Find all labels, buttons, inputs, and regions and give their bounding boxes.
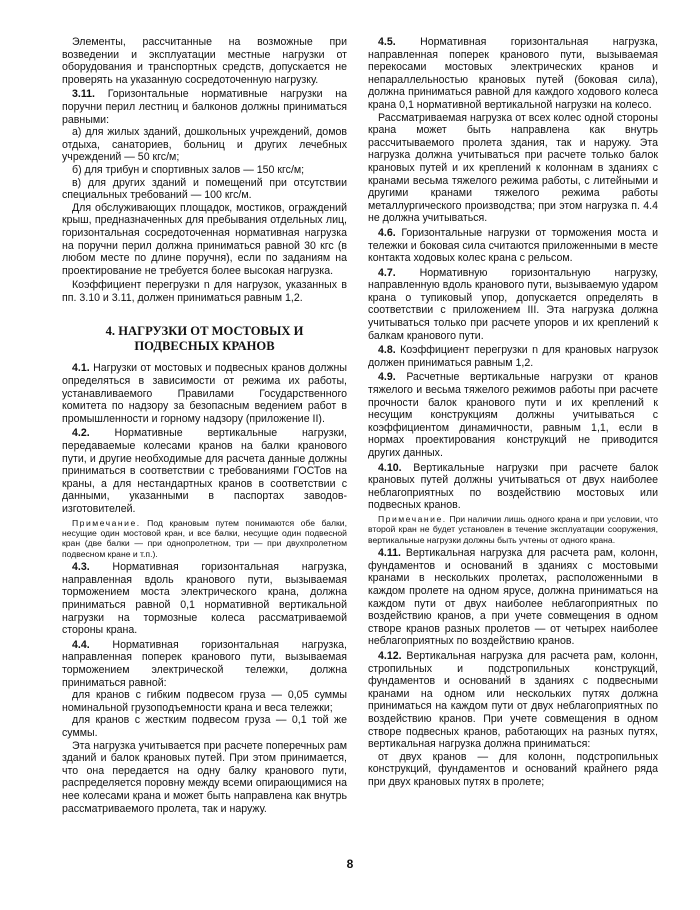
clause-number: 4.1. <box>72 362 90 375</box>
paragraph-text: Нормативную горизонтальную нагрузку, направленную вдоль кранового пути, вызываемую ударом крана о тупиковый упор, допускается определять в соответствии с приложением III. Эта нагрузка должна учитываться только при расчете упоров и их креплений к балкам кранового пути. <box>368 266 658 342</box>
paragraph-4-6 <box>368 227 658 265</box>
paragraph-3-11 <box>62 88 347 126</box>
clause-number: 4.4. <box>72 638 90 651</box>
clause-number: 4.12. <box>378 649 402 662</box>
paragraph-intro: Элементы, рассчитанные на возможные при возведении и эксплуатации местные нагрузки от оборудования и транспортных средств, допускается не проверять на указанную сосредоточенную нагрузку. <box>62 36 347 86</box>
paragraph-4-5 <box>368 36 658 112</box>
clause-number: 4.2. <box>72 427 90 440</box>
paragraph-text: Вертикальные нагрузки при расчете балок крановых путей должны учитываться от двух наиболее неблагоприятных по воздействию мостовых или подвесных кранов. <box>368 461 658 512</box>
paragraph-4-11 <box>368 547 658 648</box>
clause-number: 4.8. <box>378 344 396 357</box>
paragraph-text: Нормативная горизонтальная нагрузка, направленная поперек кранового пути, вызываемая торможением электрической тележки, должна приниматься равной: <box>62 638 347 689</box>
paragraph-4-5-continued: Рассматриваемая нагрузка от всех колес одной стороны крана может быть направлена как внутрь рассчитываемого пролета здания, так и наружу. Эта нагрузка должна учитываться при расчете только балок крановых путей и их креплений к колоннам в зданиях с кранами весьма тяжелого режима работы, с литейными и другими кранами тяжелого режима работы металлургического производства; при этом нагрузка п. 4.4 не должна учитываться. <box>368 111 658 225</box>
list-item-c: в) для других зданий и помещений при отсутствии специальных требований — 100 кгс/м. <box>62 176 347 202</box>
paragraph-text: Расчетные вертикальные нагрузки от кранов тяжелого и весьма тяжелого режимов работы при расчете прочности балок кранового пути и их креплений к несущим конструкциям должны учитываться с коэффициентом динамичности, равным 1,1, если в нормах проектирования конструкций не приводится других данных. <box>368 371 658 459</box>
paragraph-4-4-flexible: для кранов с гибким подвесом груза — 0,05 суммы номинальной грузоподъемности крана и веса тележки; <box>62 689 347 714</box>
paragraph-text: Нагрузки от мостовых и подвесных кранов должны определяться в зависимости от режима их работы, устанавливаемого Правилами Государственного комитета по надзору за безопасным ведением работ в промышленности и горному надзору (приложение II). <box>62 362 347 425</box>
paragraph-text: Коэффициент перегрузки n для крановых нагрузок должен приниматься равным 1,2. <box>368 344 659 369</box>
paragraph-text: Горизонтальные нагрузки от торможения моста и тележки и боковая сила считаются приложенными в месте контакта ходовых колес крана с рельсом. <box>368 226 658 265</box>
note-4-2 <box>62 518 347 560</box>
paragraph-4-7 <box>368 267 658 343</box>
note-label: Примечание. <box>378 513 447 524</box>
paragraph-4-4-rigid: для кранов с жестким подвесом груза — 0,1 той же суммы. <box>62 714 347 739</box>
clause-number: 4.10. <box>378 461 402 474</box>
paragraph-4-10 <box>368 462 658 512</box>
paragraph-4-1 <box>62 362 347 425</box>
paragraph-text: Горизонтальные нормативные нагрузки на поручни перил лестниц и балконов должны приниматься равными: <box>62 88 347 126</box>
page-number: 8 <box>346 857 354 871</box>
note-text: Под крановым путем понимаются обе балки, несущие один мостовой кран, и все балки, несущие один подвесной кран (две балки — при однопролетном, три — при двухпролетном подвесном кране и т.п.). <box>62 517 347 559</box>
clause-number: 4.7. <box>378 266 396 279</box>
note-4-10 <box>368 514 658 545</box>
paragraph-4-2 <box>62 427 347 515</box>
paragraph-4-12 <box>368 650 658 751</box>
list-item-a: а) для жилых зданий, дошкольных учреждений, домов отдыха, санаториев, больниц и других лечебных учреждений — 50 кгс/м; <box>62 126 347 164</box>
paragraph-4-3 <box>62 561 347 637</box>
section-heading: 4. НАГРУЗКИ ОТ МОСТОВЫХ И ПОДВЕСНЫХ КРАНОВ <box>105 324 304 353</box>
clause-number: 4.5. <box>378 36 396 48</box>
list-item-b: б) для трибун и спортивных залов — 150 кгс/м; <box>72 163 305 176</box>
paragraph-text: Вертикальная нагрузка для расчета рам, колонн, стропильных и подстропильных конструкций, фундаментов и оснований в зданиях с подвесными кранами на одном или нескольких путях должна приниматься на каждом пути от двух неблагоприятных по воздействию кранов. При учете совмещения в одном створе подвесных кранов, работающих на разных путях, вертикальная нагрузка должна приниматься: <box>368 649 658 751</box>
paragraph-4-12-two-cranes: от двух кранов — для колонн, подстропильных конструкций, фундаментов и оснований крайнего ряда при двух крановых путях в пролете; <box>368 750 658 788</box>
paragraph-text: Вертикальная нагрузка для расчета рам, колонн, фундаментов и оснований в зданиях с мостовыми кранами в нескольких пролетах, расположенными в каждом пролете на одном ярусе, должна приниматься на каждом пути от двух наиболее неблагоприятных по воздействию кранов, а при учете совмещения в одном створе кранов разных пролетов — от четырех наиболее неблагоприятных по воздействию кранов. <box>368 547 658 648</box>
paragraph-4-8 <box>368 344 658 369</box>
paragraph-overload-factor: Коэффициент перегрузки n для нагрузок, указанных в пп. 3.10 и 3.11, должен приниматься равным 1,2. <box>62 279 347 304</box>
paragraph-4-4-usage: Эта нагрузка учитывается при расчете поперечных рам зданий и балок крановых путей. При этом принимается, что она передается на одну балку кранового пути, распределяется поровну между всеми опирающимися на нее колесами крана и может быть направлена как внутрь рассматриваемого пролета, так и наружу. <box>62 739 347 815</box>
paragraph-text: Нормативная горизонтальная нагрузка, направленная поперек кранового пути, вызываемая перекосами мостовых электрических кранов и непараллельностью крановых путей (боковая сила), должна приниматься равной для каждого ходового колеса крана 0,1 нормативной вертикальной нагрузки на колесо. <box>368 36 658 111</box>
clause-number: 3.11. <box>72 88 95 101</box>
clause-number: 4.9. <box>378 371 396 384</box>
clause-number: 4.11. <box>378 547 401 560</box>
paragraph-service-platforms: Для обслуживающих площадок, мостиков, ограждений крыш, предназначенных для пребывания отдельных лиц, горизонтальная сосредоточенная нормативная нагрузка на поручни перил должна приниматься равной 30 кгс (в любом месте по длине поручня), если по заданиям на проектирование не требуется более высокая нагрузка. <box>62 201 347 277</box>
paragraph-4-4 <box>62 639 347 689</box>
clause-number: 4.3. <box>72 561 90 574</box>
note-label: Примечание. <box>72 517 141 528</box>
paragraph-text: Нормативная горизонтальная нагрузка, направленная вдоль кранового пути, вызываемая торможением моста электрического крана, должна приниматься равной 0,1 нормативной вертикальной нагрузки на тормозные колеса рассматриваемой стороны крана. <box>62 561 347 637</box>
note-text: При наличии лишь одного крана и при условии, что второй кран не будет установлен в течение эксплуатации сооружения, вертикальные нагрузки должны быть учтены от одного крана. <box>368 513 659 545</box>
left-column <box>62 36 347 815</box>
paragraph-4-9 <box>368 371 658 459</box>
clause-number: 4.6. <box>378 226 396 239</box>
right-column <box>368 36 658 788</box>
paragraph-text: Нормативные вертикальные нагрузки, передаваемые колесами кранов на балки кранового пути, и другие необходимые для расчета данные должны приниматься в соответствии с требованиями ГОСТов на краны, а для нестандартных кранов в соответствии с данными, указанными в паспортах заводов-изготовителей. <box>62 427 347 515</box>
